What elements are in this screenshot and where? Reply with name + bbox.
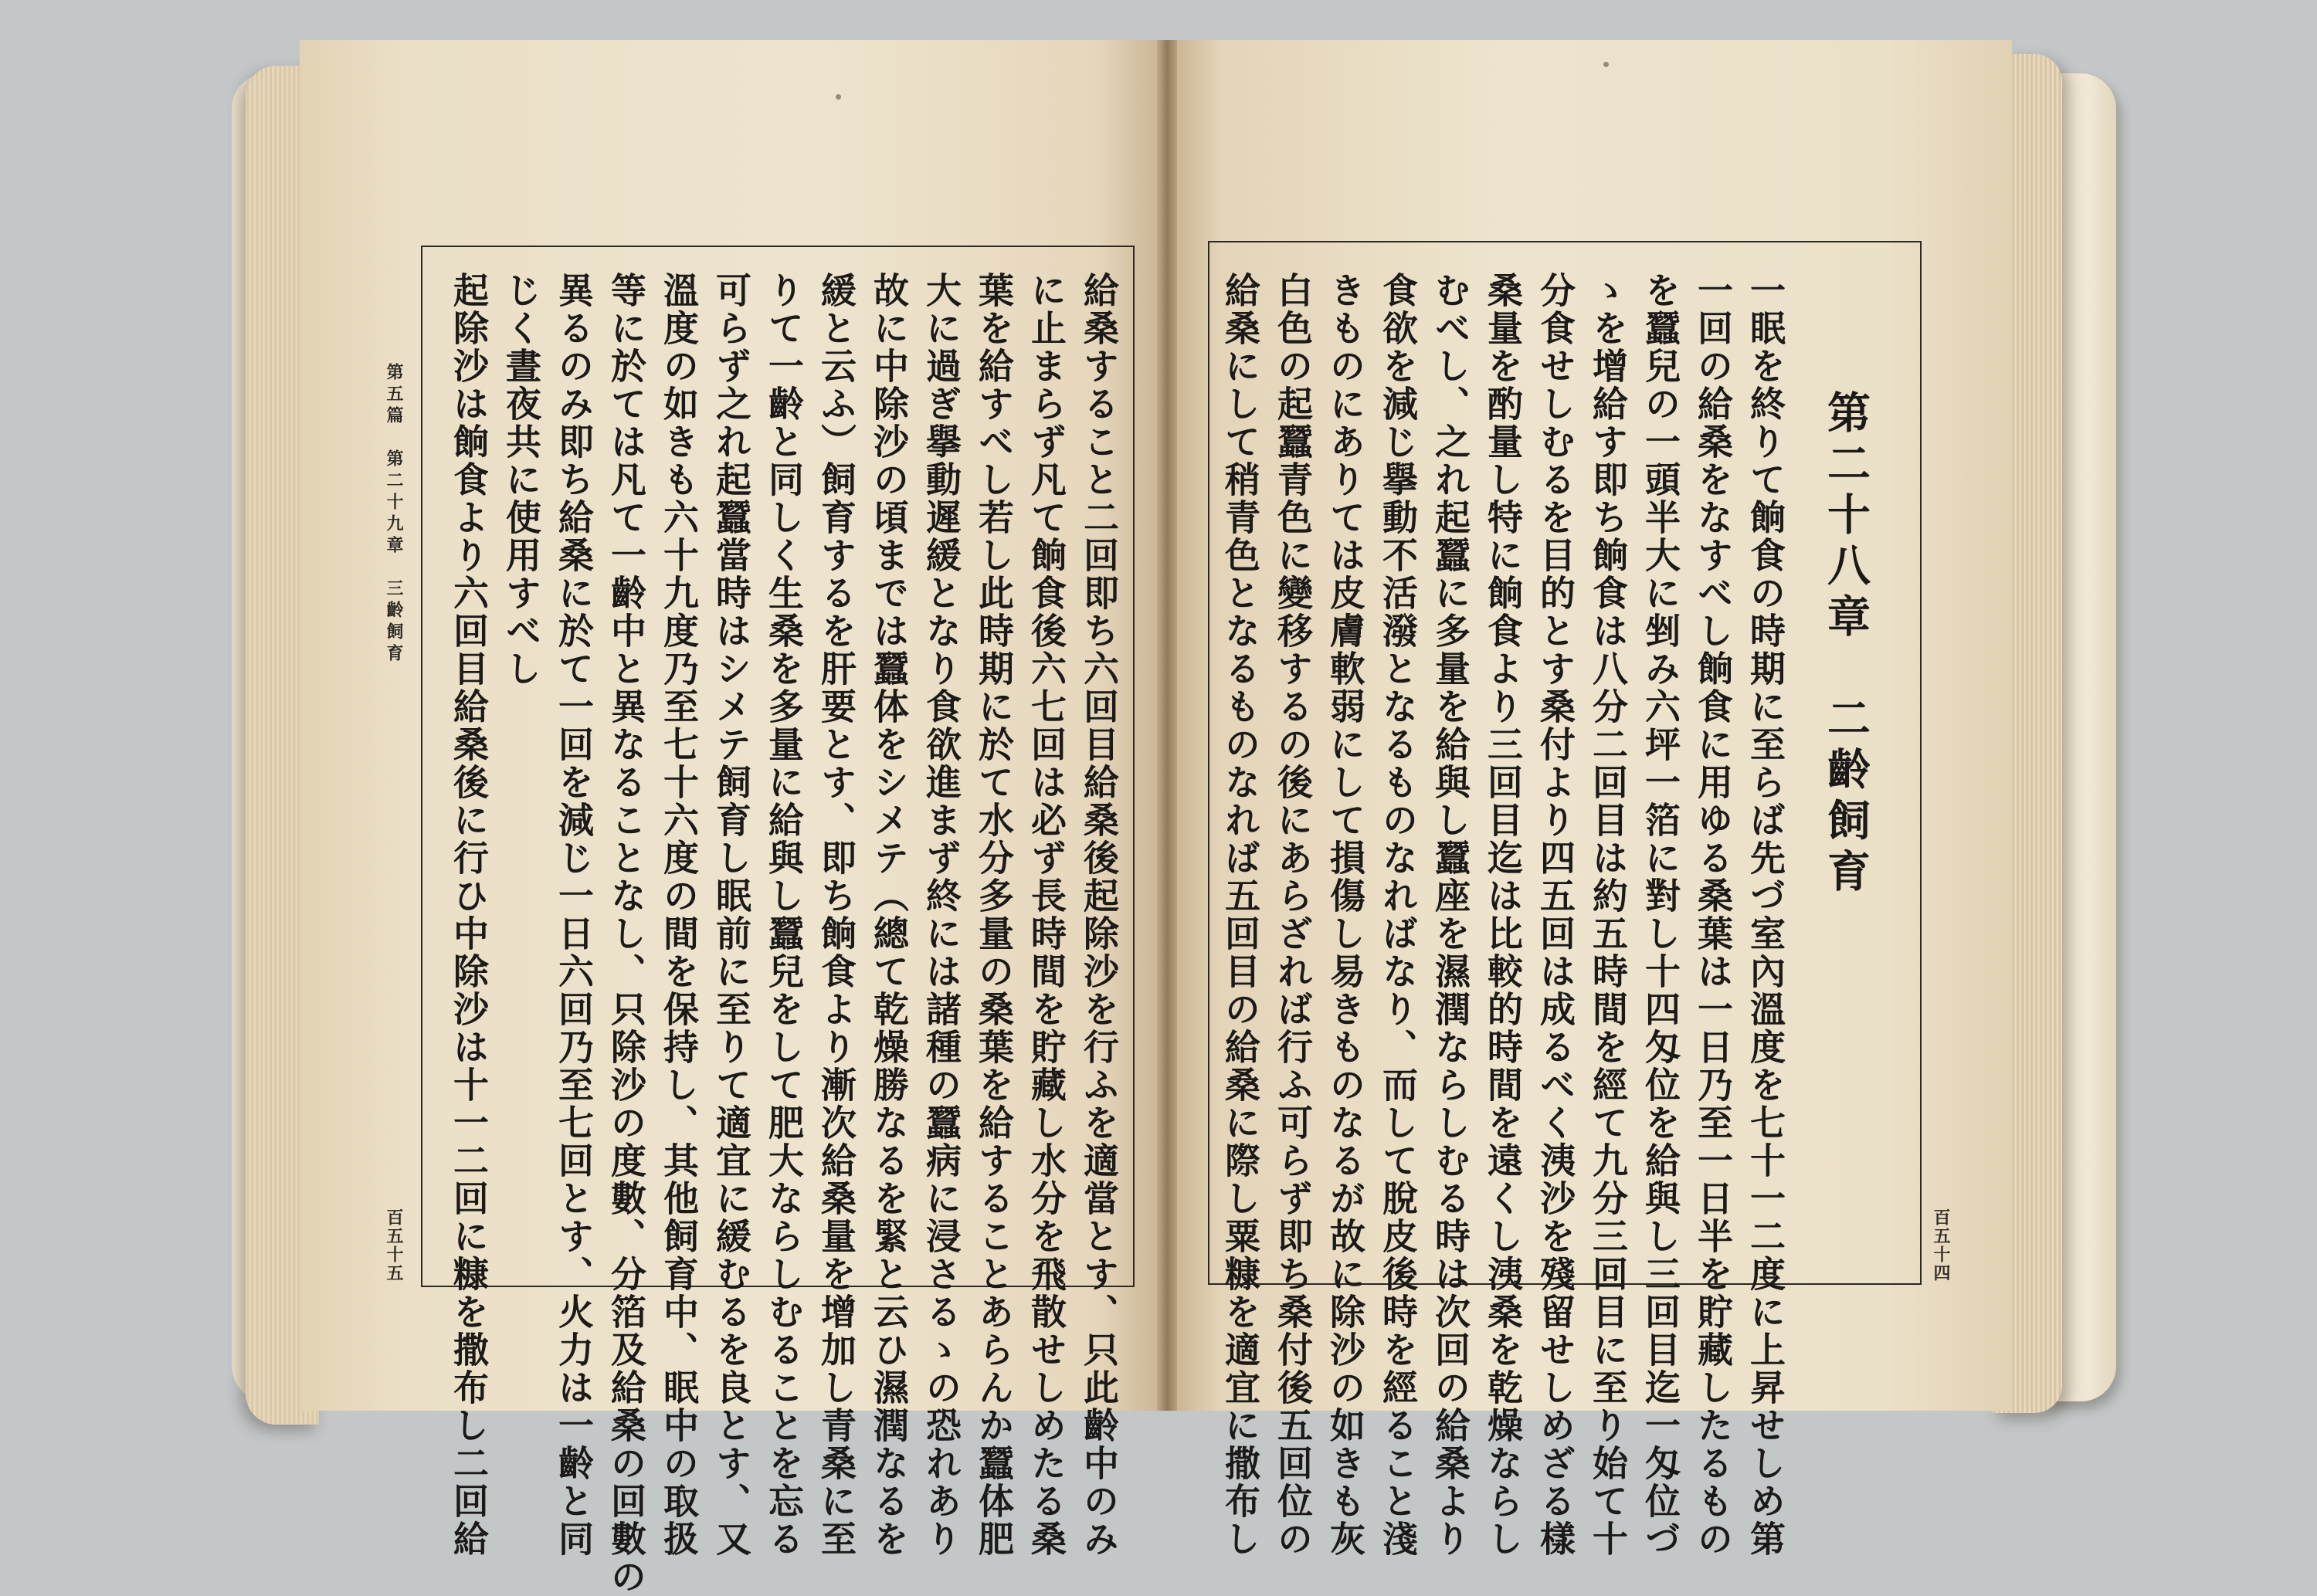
text-line: 起除沙は餉食より六回目給桑後に行ひ中除沙は十一二回に糠を撒布し二回給 — [448, 272, 490, 1558]
text-line: りて一齡と同しく生桑を多量に給與し蠶兒をして肥大ならしむることを忘る — [763, 272, 805, 1558]
text-line: 給桑すること二回即ち六回目給桑後起除沙を行ふを適當とす、只此齡中のみ — [1078, 272, 1120, 1558]
page-number-right: 百五十四 — [1931, 1208, 1951, 1283]
page-speck — [1603, 62, 1609, 67]
text-line: 等に於ては凡て一齡中と異なることなし、只除沙の度數、分箔及給桑の回數の — [606, 272, 647, 1596]
text-line: 可らず之れ起蠶當時はシメテ飼育し眠前に至りて適宜に緩むるを良とす、又 — [711, 272, 752, 1558]
page-number-left: 百五十五 — [384, 1208, 404, 1283]
text-line: 桑量を酌量し特に餉食より三回目迄は比較的時間を遠くし洟桑を乾燥ならし — [1482, 272, 1524, 1558]
running-header: 第五篇 第二十九章 三齡飼育 — [384, 363, 404, 666]
text-line: むべし、之れ起蠶に多量を給與し蠶座を濕潤ならしむる時は次回の給桑より — [1430, 272, 1471, 1558]
text-line: 一回の給桑をなすべし餉食に用ゆる桑葉は一日乃至一日半を貯藏したるもの — [1692, 272, 1734, 1558]
text-line: きものにありては皮膚軟弱にして損傷し易きものなるが故に除沙の如きも灰 — [1325, 272, 1366, 1558]
text-line: 分食せしむるを目的とす桑付より四五回は成るべく洟沙を殘留せしめざる樣 — [1535, 272, 1576, 1558]
text-line: 白色の起蠶青色に變移するの後にあらざれば行ふ可らず即ち桑付後五回位の — [1272, 272, 1314, 1558]
text-line: 大に過ぎ擧動遲緩となり食欲進まず終には諸種の蠶病に浸さるゝの恐れあり — [921, 272, 962, 1558]
book-gutter — [1157, 40, 1177, 1411]
text-line: 給桑にして稍青色となるものなれば五回目の給桑に際し粟糠を適宜に撒布し — [1220, 272, 1261, 1558]
text-line: ゝを增給す即ち餉食は八分二回目は約五時間を經て九分三回目に至り始て十 — [1587, 272, 1629, 1558]
text-line: 緩と云ふ）飼育するを肝要とす、即ち餉食より漸次給桑量を增加し青桑に至 — [816, 272, 857, 1558]
text-line: 異るのみ即ち給桑に於て一回を減じ一日六回乃至七回とす、火力は一齡と同 — [553, 272, 595, 1558]
text-line: 葉を給すべし若し此時期に於て水分多量の桑葉を給することあらんか蠶体肥 — [973, 272, 1015, 1558]
text-line: に止まらず凡て餉食後六七回は必ず長時間を貯藏し水分を飛散せしめたる桑 — [1026, 272, 1067, 1558]
text-line: 故に中除沙の頃までは蠶体をシメテ（總て乾燥勝なるを緊と云ひ濕潤なるを — [868, 272, 910, 1558]
text-line: 食欲を減じ擧動不活潑となるものなればなり、而して脫皮後時を經ること淺 — [1377, 272, 1419, 1558]
page-speck — [836, 94, 841, 100]
text-line: 一眠を終りて餉食の時期に至らば先づ室內溫度を七十一二度に上昇せしめ第 — [1745, 272, 1786, 1558]
text-line: を蠶兒の一頭半大に剉み六坪一箔に對し十四匁位を給與し三回目迄一匁位づ — [1640, 272, 1681, 1558]
chapter-title: 第二十八章 二齡飼育 — [1820, 390, 1871, 900]
text-line: 溫度の如きも六十九度乃至七十六度の間を保持し、其他飼育中、眠中の取扱 — [658, 272, 700, 1558]
text-line: じく晝夜共に使用すべし — [500, 272, 542, 688]
